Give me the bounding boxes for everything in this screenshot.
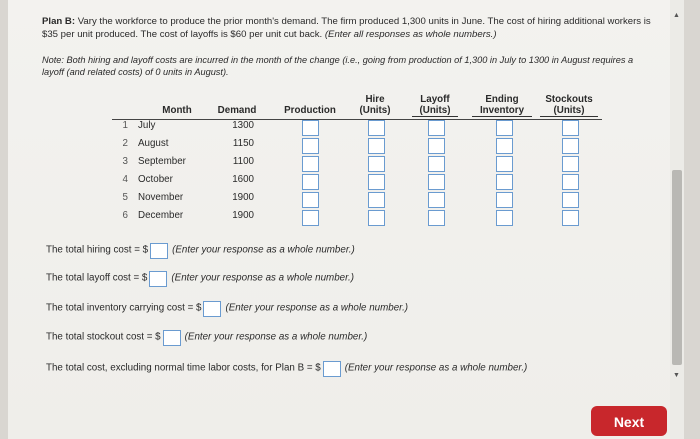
production-input-july[interactable] — [302, 120, 319, 136]
layoff-input-september[interactable] — [428, 156, 445, 172]
header-stockouts: Stockouts (Units) — [540, 94, 598, 117]
ending-inventory-input-july[interactable] — [496, 120, 513, 136]
table-row: 5 November 1900 — [112, 192, 602, 210]
layoff-input-july[interactable] — [428, 120, 445, 136]
table-row: 2 August 1150 — [112, 138, 602, 156]
total-stockout-cost-input[interactable] — [163, 330, 181, 346]
total-inventory-cost-line: The total inventory carrying cost = $ (Enter your response as a whole number.) — [46, 301, 408, 317]
header-layoff: Layoff (Units) — [412, 94, 458, 117]
ending-inventory-input-september[interactable] — [496, 156, 513, 172]
hire-input-october[interactable] — [368, 174, 385, 190]
total-cost-line: The total cost, excluding normal time labor costs, for Plan B = $ (Enter your response as a whole number.) — [46, 361, 527, 377]
total-layoff-cost-input[interactable] — [149, 271, 167, 287]
total-inventory-cost-input[interactable] — [203, 301, 221, 317]
production-input-october[interactable] — [302, 174, 319, 190]
ending-inventory-input-october[interactable] — [496, 174, 513, 190]
header-production: Production — [284, 105, 336, 116]
table-row: 4 October 1600 — [112, 174, 602, 192]
plan-instruction: (Enter all responses as whole numbers.) — [324, 28, 497, 40]
layoff-input-august[interactable] — [428, 138, 445, 154]
scroll-down-icon[interactable]: ▼ — [673, 372, 680, 379]
header-ending-inventory: Ending Inventory — [472, 94, 532, 117]
total-hiring-cost-line: The total hiring cost = $ (Enter your response as a whole number.) — [46, 243, 355, 259]
stockouts-input-september[interactable] — [562, 156, 579, 172]
ending-inventory-input-november[interactable] — [496, 192, 513, 208]
total-cost-input[interactable] — [323, 361, 341, 377]
hire-input-september[interactable] — [368, 156, 385, 172]
total-hiring-cost-input[interactable] — [150, 243, 168, 259]
scrollbar-thumb[interactable] — [672, 170, 682, 365]
problem-note — [42, 54, 657, 78]
plan-label: Plan B: — [42, 16, 76, 27]
stockouts-input-october[interactable] — [562, 174, 579, 190]
table-row: 1 July 1300 — [112, 120, 602, 138]
table-row: 6 December 1900 — [112, 210, 602, 228]
hire-input-december[interactable] — [368, 210, 385, 226]
note-text: Both hiring and layoff costs are incurred in the month of the change (i.e., going from production of 1,300 in July to 1300 in August requires a layoff (and related costs) of 0 units in August). — [42, 55, 634, 77]
production-input-november[interactable] — [302, 192, 319, 208]
production-input-september[interactable] — [302, 156, 319, 172]
layoff-input-october[interactable] — [428, 174, 445, 190]
stockouts-input-november[interactable] — [562, 192, 579, 208]
stockouts-input-july[interactable] — [562, 120, 579, 136]
hire-input-july[interactable] — [368, 120, 385, 136]
note-label: Note: — [42, 55, 64, 65]
problem-page — [8, 0, 684, 439]
plan-description: Vary the workforce to produce the prior month's demand. The firm produced 1,300 units in June. The cost of hiring additional workers is $35 per unit produced. The cost of layoffs is $60 per unit cut back. — [42, 16, 651, 40]
stockouts-input-december[interactable] — [562, 210, 579, 226]
layoff-input-december[interactable] — [428, 210, 445, 226]
problem-statement — [42, 16, 657, 41]
header-demand: Demand — [217, 105, 257, 116]
hire-input-august[interactable] — [368, 138, 385, 154]
header-month: Month — [162, 105, 192, 116]
next-button[interactable]: Next — [591, 406, 667, 436]
ending-inventory-input-december[interactable] — [496, 210, 513, 226]
production-input-december[interactable] — [302, 210, 319, 226]
total-layoff-cost-line: The total layoff cost = $ (Enter your response as a whole number.) — [46, 271, 354, 287]
layoff-input-november[interactable] — [428, 192, 445, 208]
hire-input-november[interactable] — [368, 192, 385, 208]
total-stockout-cost-line: The total stockout cost = $ (Enter your response as a whole number.) — [46, 330, 367, 346]
stockouts-input-august[interactable] — [562, 138, 579, 154]
production-input-august[interactable] — [302, 138, 319, 154]
scroll-up-icon[interactable]: ▲ — [673, 12, 680, 19]
vertical-scrollbar[interactable] — [670, 0, 684, 439]
ending-inventory-input-august[interactable] — [496, 138, 513, 154]
table-row: 3 September 1100 — [112, 156, 602, 174]
header-hire: Hire (Units) — [359, 94, 391, 116]
